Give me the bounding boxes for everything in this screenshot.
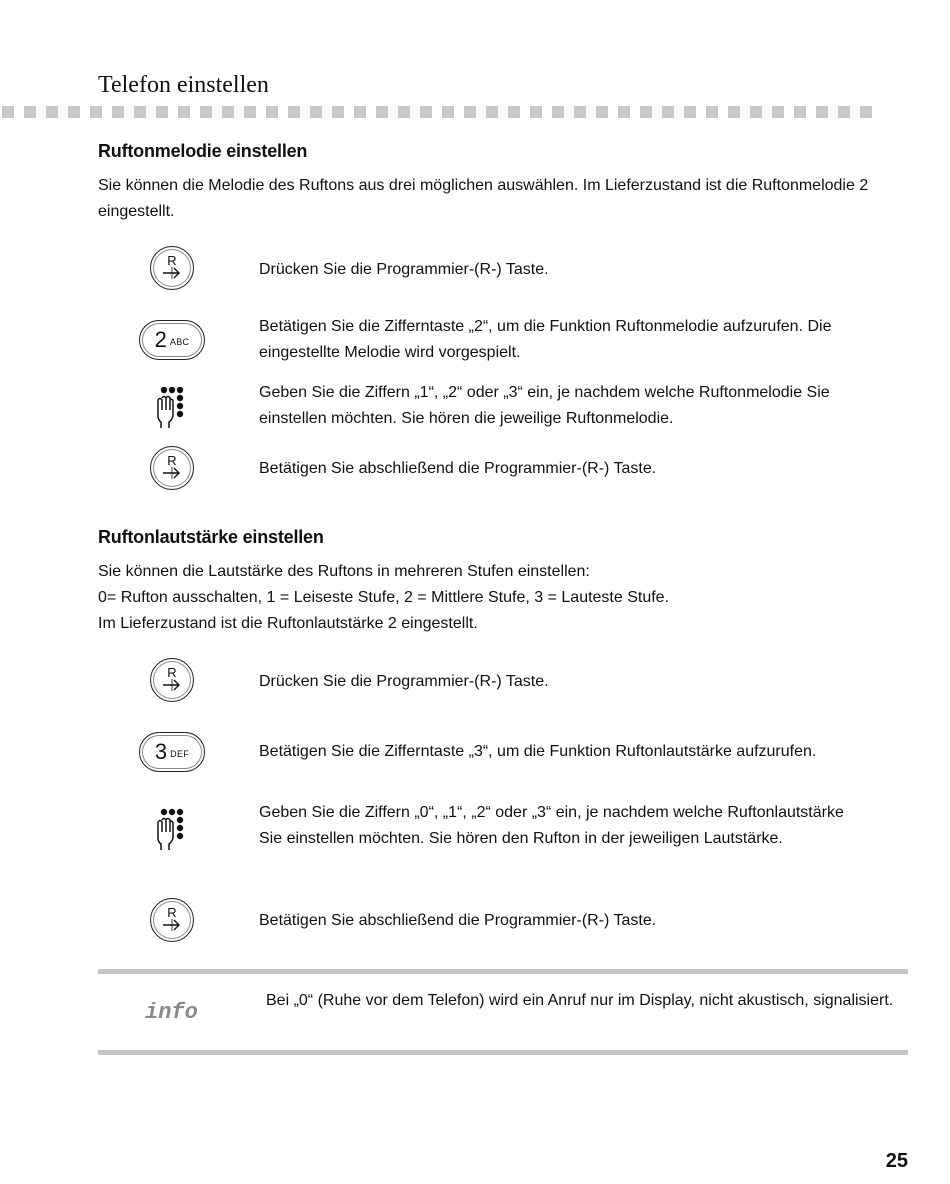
digit-key-2-icon: 2 ABC <box>136 312 208 368</box>
rule-square <box>530 106 542 118</box>
rule-square <box>266 106 278 118</box>
rule-square <box>486 106 498 118</box>
step-2-4 <box>98 892 910 952</box>
section-heading-ruftonlautstaerke: Ruftonlautstärke einstellen <box>98 527 324 547</box>
svg-text:R: R <box>167 905 177 920</box>
rule-square <box>706 106 718 118</box>
rule-square <box>662 106 674 118</box>
svg-text:R: R <box>167 665 177 680</box>
step-text: Betätigen Sie abschließend die Programmier-(R-) Taste. <box>259 912 657 929</box>
page-header-title: Telefon einstellen <box>98 72 269 98</box>
r-key-icon <box>136 440 208 496</box>
svg-text:R: R <box>167 253 177 268</box>
rule-square <box>772 106 784 118</box>
step-2-3 <box>98 798 910 858</box>
rule-square <box>816 106 828 118</box>
rule-square <box>2 106 14 118</box>
rule-square <box>398 106 410 118</box>
r-key-icon <box>136 892 208 948</box>
rule-square <box>794 106 806 118</box>
intro-line: 0= Rufton ausschalten, 1 = Leiseste Stufe, 2 = Mittlere Stufe, 3 = Lauteste Stufe. <box>98 589 670 606</box>
keypad-hand-icon <box>136 378 208 434</box>
rule-square <box>750 106 762 118</box>
page-number: 25 <box>885 1150 908 1172</box>
step-text: Geben Sie die Ziffern „0“, „1“, „2“ oder „3“ ein, je nachdem welche Ruftonlautstärke Sie einstellen möchten. Sie hören den Rufton in der jeweiligen Lautstärke. <box>259 804 844 847</box>
rule-square <box>90 106 102 118</box>
rule-square <box>442 106 454 118</box>
keypad-hand-icon <box>136 800 208 856</box>
rule-square <box>68 106 80 118</box>
rule-square <box>860 106 872 118</box>
rule-square <box>288 106 300 118</box>
rule-square <box>596 106 608 118</box>
rule-square <box>46 106 58 118</box>
step-text: Drücken Sie die Programmier-(R-) Taste. <box>259 673 549 690</box>
rule-square <box>112 106 124 118</box>
dotted-header-rule <box>0 106 894 118</box>
step-1-3 <box>98 378 910 438</box>
rule-square <box>310 106 322 118</box>
rule-square <box>222 106 234 118</box>
rule-square <box>574 106 586 118</box>
info-box <box>98 969 908 1055</box>
r-key-icon <box>136 652 208 708</box>
step-1-1 <box>98 240 910 300</box>
rule-square <box>464 106 476 118</box>
rule-square <box>618 106 630 118</box>
svg-text:R: R <box>167 453 177 468</box>
step-text: Drücken Sie die Programmier-(R-) Taste. <box>259 261 549 278</box>
digit-key-3-icon: 3 DEF <box>136 724 208 780</box>
rule-square <box>640 106 652 118</box>
rule-square <box>728 106 740 118</box>
step-1-2 <box>98 312 910 372</box>
step-text: Betätigen Sie die Zifferntaste „3“, um die Funktion Ruftonlautstärke aufzurufen. <box>259 743 817 760</box>
r-key-icon <box>136 240 208 296</box>
rule-square <box>134 106 146 118</box>
section-intro-ruftonlautstaerke <box>98 559 910 637</box>
step-2-2 <box>98 724 910 784</box>
info-label: info <box>145 1000 198 1025</box>
rule-square <box>420 106 432 118</box>
rule-square <box>332 106 344 118</box>
section-heading-ruftonmelodie: Ruftonmelodie einstellen <box>98 141 308 161</box>
rule-square <box>552 106 564 118</box>
rule-square <box>376 106 388 118</box>
rule-square <box>200 106 212 118</box>
rule-square <box>24 106 36 118</box>
rule-square <box>508 106 520 118</box>
step-1-4 <box>98 440 910 500</box>
rule-square <box>684 106 696 118</box>
rule-square <box>156 106 168 118</box>
intro-line: Im Lieferzustand ist die Ruftonlautstärke 2 eingestellt. <box>98 615 478 632</box>
step-text: Betätigen Sie abschließend die Programmier-(R-) Taste. <box>259 460 657 477</box>
rule-square <box>244 106 256 118</box>
intro-line: Sie können die Lautstärke des Ruftons in mehreren Stufen einstellen: <box>98 563 590 580</box>
rule-square <box>354 106 366 118</box>
section-intro-ruftonmelodie: Sie können die Melodie des Ruftons aus drei möglichen auswählen. Im Lieferzustand ist die Ruftonmelodie 2 eingestellt. <box>98 177 869 220</box>
step-text: Betätigen Sie die Zifferntaste „2“, um die Funktion Ruftonmelodie aufzurufen. Die eingestellte Melodie wird vorgespielt. <box>259 318 832 361</box>
rule-square <box>838 106 850 118</box>
info-text: Bei „0“ (Ruhe vor dem Telefon) wird ein Anruf nur im Display, nicht akustisch, signalisiert. <box>266 992 894 1009</box>
step-text: Geben Sie die Ziffern „1“, „2“ oder „3“ ein, je nachdem welche Ruftonmelodie Sie einstellen möchten. Sie hören die jeweilige Ruftonmelodie. <box>259 384 830 427</box>
rule-square <box>178 106 190 118</box>
step-2-1 <box>98 652 910 712</box>
